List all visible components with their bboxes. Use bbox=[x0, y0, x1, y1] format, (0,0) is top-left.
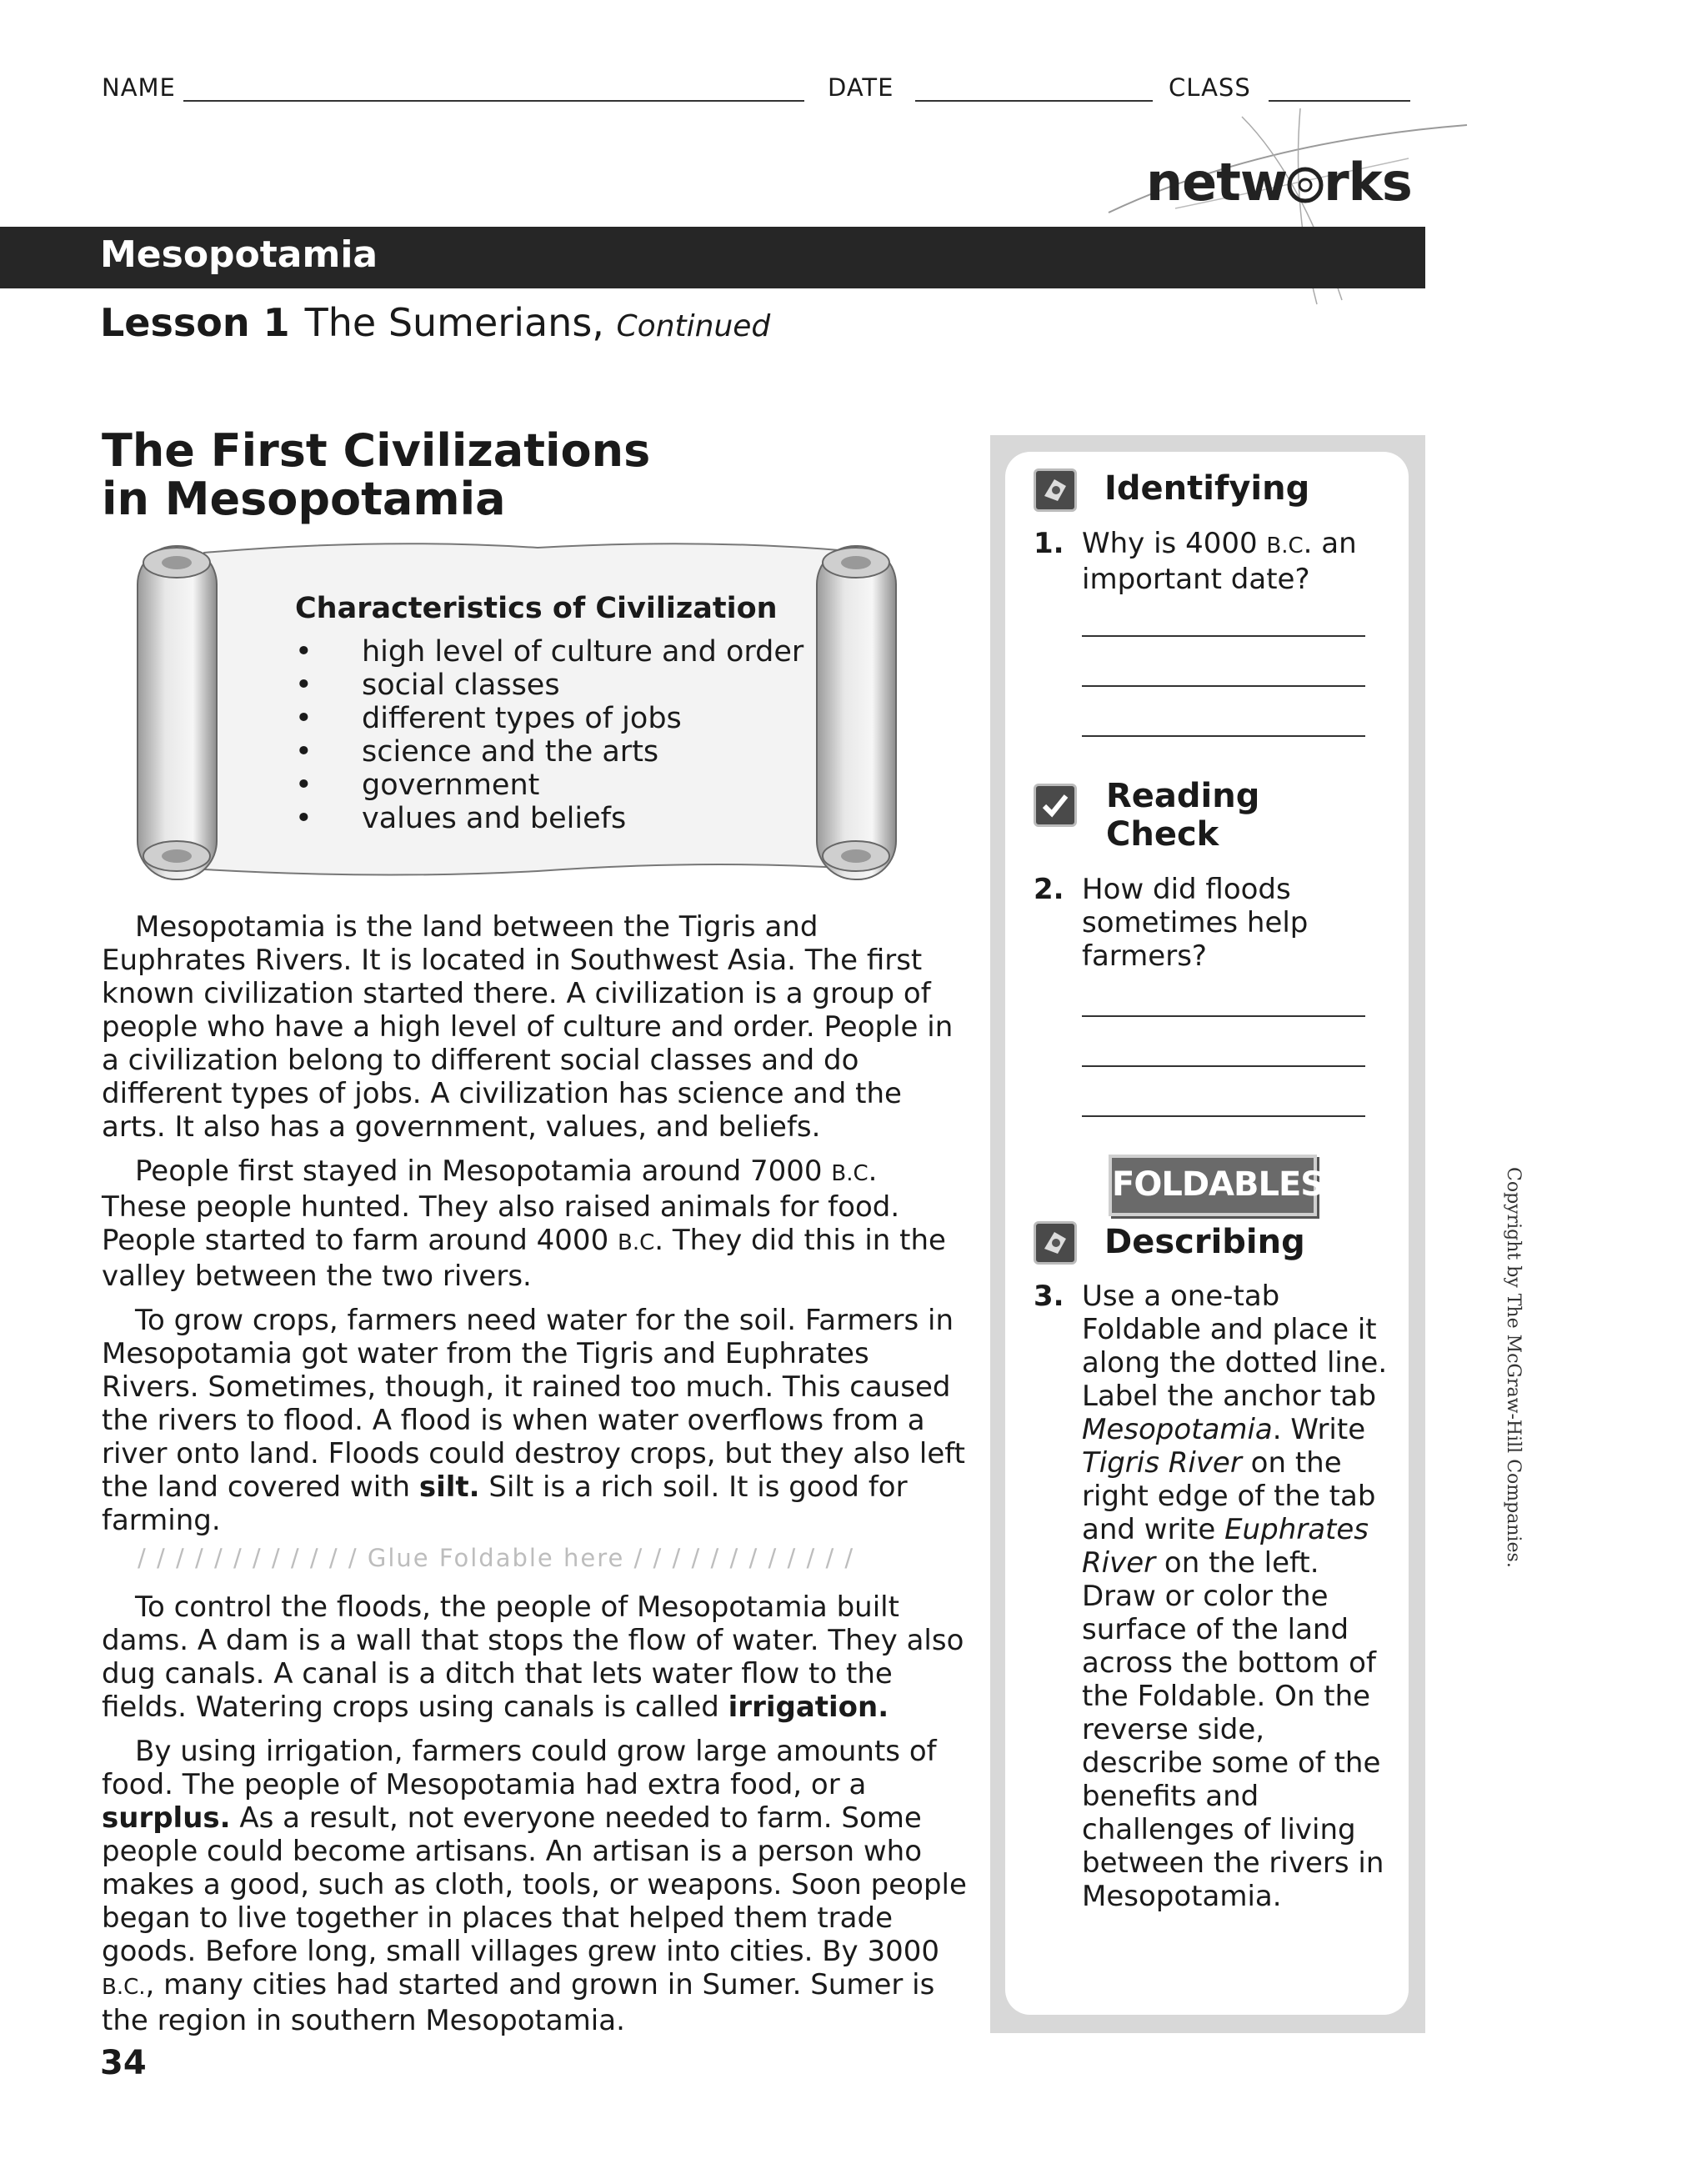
list-item: • government bbox=[295, 769, 803, 802]
list-item: • science and the arts bbox=[295, 735, 803, 769]
characteristics-list bbox=[295, 635, 803, 835]
answer-line-2b[interactable] bbox=[1082, 1065, 1365, 1067]
page-number: 34 bbox=[100, 2044, 147, 2082]
banner-title: Mesopotamia bbox=[100, 233, 378, 276]
scroll-title: Characteristics of Civilization bbox=[295, 592, 778, 625]
paragraph: People first stayed in Mesopotamia around 7000 B.C. These people hunted. They also raised animals for food. People started to farm around 4000 B.C. They did this in the valley between the two rivers. bbox=[102, 1155, 946, 1293]
networks-logo: netw rks bbox=[1146, 152, 1412, 213]
date-field[interactable] bbox=[915, 100, 1153, 102]
question-number: 2. bbox=[1034, 873, 1064, 906]
answer-line-1a[interactable] bbox=[1082, 635, 1365, 637]
list-item: • social classes bbox=[295, 669, 803, 702]
name-label: NAME bbox=[102, 73, 176, 102]
body-text-lower bbox=[102, 1590, 969, 2048]
paragraph: To grow crops, farmers need water for the soil. Farmers in Mesopotamia got water from the Tigris and Euphrates Rivers. Sometimes, though, it rained too much. This caused the rivers to flood. A flood is when water overflows from a river onto land. Floods could destroy crops, but they also left the land covered with silt. Silt is a rich soil. It is good for farming. bbox=[102, 1304, 965, 1537]
foldables-logo: FOLDABLES bbox=[1109, 1155, 1317, 1216]
date-label: DATE bbox=[828, 73, 894, 102]
list-item: • values and beliefs bbox=[295, 802, 803, 835]
answer-line-2c[interactable] bbox=[1082, 1115, 1365, 1117]
globe-icon bbox=[1287, 167, 1324, 203]
describing-heading: Describing bbox=[1104, 1223, 1305, 1261]
answer-line-2a[interactable] bbox=[1082, 1015, 1365, 1017]
question-number: 3. bbox=[1034, 1280, 1064, 1313]
reading-check-heading: Reading Check bbox=[1106, 777, 1260, 854]
class-label: CLASS bbox=[1169, 73, 1251, 102]
answer-line-1b[interactable] bbox=[1082, 685, 1365, 687]
class-field[interactable] bbox=[1269, 100, 1410, 102]
identifying-heading: Identifying bbox=[1104, 469, 1310, 508]
identifying-icon bbox=[1034, 468, 1077, 512]
name-field[interactable] bbox=[183, 100, 804, 102]
section-heading: The First Civilizations in Mesopotamia bbox=[102, 424, 651, 525]
paragraph: To control the floods, the people of Mesopotamia built dams. A dam is a wall that stops the flow of water. They also dug canals. A canal is a ditch that lets water flow to the fields. Watering crops using canals is called irrigation. bbox=[102, 1590, 964, 1724]
copyright-notice: Copyright by The McGraw-Hill Companies. bbox=[1503, 1167, 1524, 1568]
list-item: • high level of culture and order bbox=[295, 635, 803, 669]
list-item: • different types of jobs bbox=[295, 702, 803, 735]
question-3: Use a one-tab Foldable and place it along the dotted line. Label the anchor tab Mesopotamia. Write Tigris River on the right edge of the tab and write Euphrates River on the left. Draw or color the surface of the land across the bottom of the Foldable. On the reverse side, describe some of the benefits and challenges of living between the rivers in Mesopotamia. bbox=[1082, 1280, 1388, 1913]
checkmark-icon bbox=[1034, 784, 1077, 827]
glue-foldable-line: / / / / / / / / / / / / Glue Foldable here / / / / / / / / / / / / bbox=[138, 1544, 855, 1572]
paragraph: Mesopotamia is the land between the Tigris and Euphrates Rivers. It is located in Southwest Asia. The first known civilization started there. A civilization is a group of people who have a high level of culture and order. People in a civilization belong to different social classes and do different types of jobs. A civilization has science and the arts. It also has a government, values, and beliefs. bbox=[102, 910, 954, 1144]
describing-icon bbox=[1034, 1221, 1077, 1265]
lesson-heading: Lesson 1 The Sumerians, Continued bbox=[100, 300, 771, 345]
answer-line-1c[interactable] bbox=[1082, 735, 1365, 737]
question-1: Why is 4000 B.C. an important date? bbox=[1082, 527, 1357, 596]
question-2: How did floods sometimes help farmers? bbox=[1082, 873, 1309, 973]
body-text-upper bbox=[102, 910, 969, 1548]
paragraph: By using irrigation, farmers could grow large amounts of food. The people of Mesopotamia had extra food, or a surplus. As a result, not everyone needed to farm. Some people could become artisans. An artisan is a person who makes a good, such as cloth, tools, or weapons. Soon people began to live together in places that helped them trade goods. Before long, small villages grew into cities. By 3000 B.C., many cities had started and grown in Sumer. Sumer is the region in southern Mesopotamia. bbox=[102, 1735, 967, 2037]
question-number: 1. bbox=[1034, 527, 1064, 560]
